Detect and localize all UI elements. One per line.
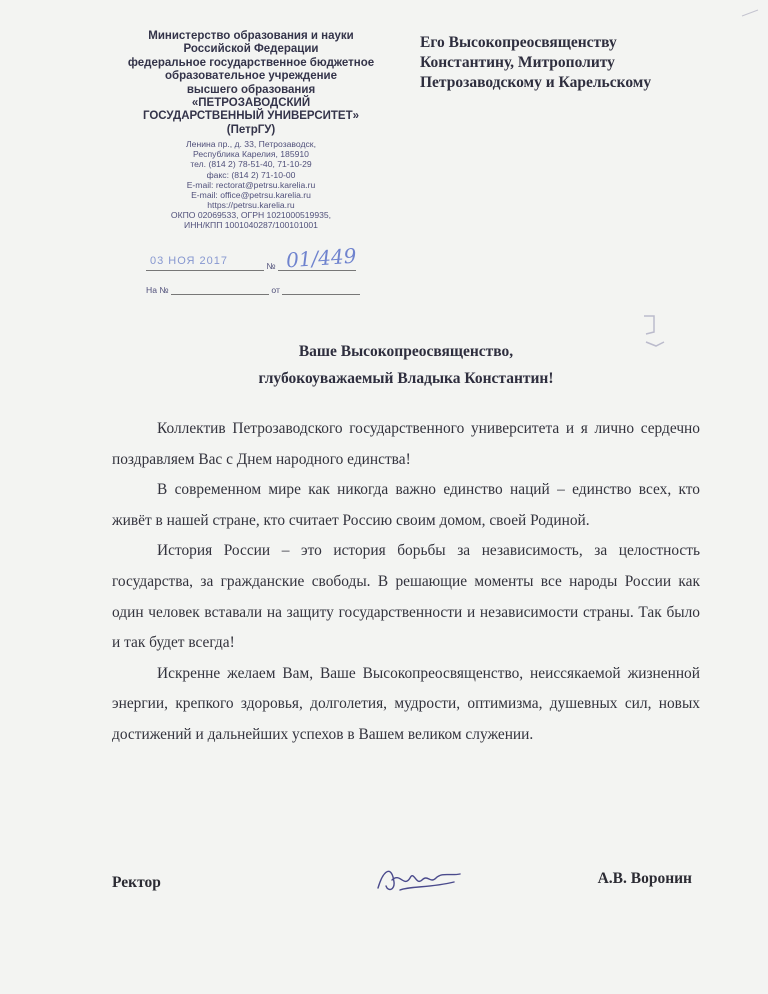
- addressee-line: Константину, Митрополиту: [420, 54, 615, 71]
- letterhead-line: высшего образования: [186, 83, 316, 96]
- letterhead-line: ГОСУДАРСТВЕННЫЙ УНИВЕРСИТЕТ»: [142, 110, 360, 123]
- contact-line: E-mail: rectorat@petrsu.karelia.ru: [186, 179, 316, 190]
- signer-title: Ректор: [112, 874, 161, 891]
- letterhead-contacts: [120, 139, 382, 230]
- scan-mark: [640, 312, 670, 358]
- registration-date-stamp: 03 НОЯ 2017: [150, 255, 229, 267]
- letterhead: [120, 30, 382, 230]
- registration-number-stamp: 01/449: [285, 243, 358, 273]
- contact-line: ИНН/КПП 1001040287/100101001: [184, 220, 318, 230]
- letterhead-line: (ПетрГУ): [226, 123, 276, 136]
- from-blank: [282, 284, 360, 295]
- paragraph: В современном мире как никогда важно единство наций – единство всех, кто живёт в нашей стране, кто считает Россию своим домом, своей Родиной.: [112, 481, 700, 529]
- from-label: от: [271, 285, 280, 295]
- letterhead-line: Российской Федерации: [183, 43, 319, 56]
- reference-label: На №: [146, 285, 169, 295]
- salutation-line: Ваше Высокопреосвященство,: [298, 343, 514, 360]
- reference-line: [146, 284, 360, 295]
- letter-body: [112, 414, 700, 751]
- letterhead-line: «ПЕТРОЗАВОДСКИЙ: [191, 97, 311, 110]
- paragraph: Коллектив Петрозаводского государственного университета и я лично сердечно поздравляем Вас с Днем народного единства!: [112, 420, 700, 468]
- scan-mark: [740, 6, 760, 20]
- salutation-line: глубокоуважаемый Владыка Константин!: [258, 370, 554, 387]
- paragraph: История России – это история борьбы за независимость, за целостность государства, за гражданские свободы. В решающие моменты все народы России как один человек вставали на защиту государственности и независимости страны. Так было и так будет всегда!: [112, 542, 700, 652]
- addressee-block: [420, 33, 740, 93]
- reference-blank: [171, 284, 269, 295]
- addressee-line: Его Высокопреосвященству: [420, 34, 617, 51]
- letterhead-line: федеральное государственное бюджетное: [127, 56, 375, 69]
- salutation: [112, 338, 700, 392]
- letterhead-line: образовательное учреждение: [164, 70, 338, 83]
- contact-line: E-mail: office@petrsu.karelia.ru: [191, 189, 311, 200]
- contact-line: тел. (814 2) 78-51-40, 71-10-29: [190, 159, 312, 170]
- signature-block: [112, 868, 700, 900]
- number-sign: №: [266, 261, 276, 271]
- handwritten-signature: [370, 860, 470, 900]
- contact-line: факс: (814 2) 71-10-00: [206, 169, 296, 180]
- contact-line: ОКПО 02069533, ОГРН 1021000519935,: [170, 209, 332, 220]
- contact-line: https://petrsu.karelia.ru: [207, 199, 295, 210]
- paragraph: Искренне желаем Вам, Ваше Высокопреосвященство, неиссякаемой жизненной энергии, крепкого здоровья, долголетия, мудрости, оптимизма, душевных сил, новых достижений и дальнейших успехов в Вашем великом служении.: [112, 664, 700, 743]
- letterhead-line: Министерство образования и науки: [148, 30, 354, 42]
- contact-line: Ленина пр., д. 33, Петрозаводск,: [186, 139, 316, 150]
- contact-line: Республика Карелия, 185910: [193, 149, 309, 160]
- signer-name: А.В. Воронин: [597, 870, 692, 887]
- addressee-line: Петрозаводскому и Карельскому: [420, 74, 652, 91]
